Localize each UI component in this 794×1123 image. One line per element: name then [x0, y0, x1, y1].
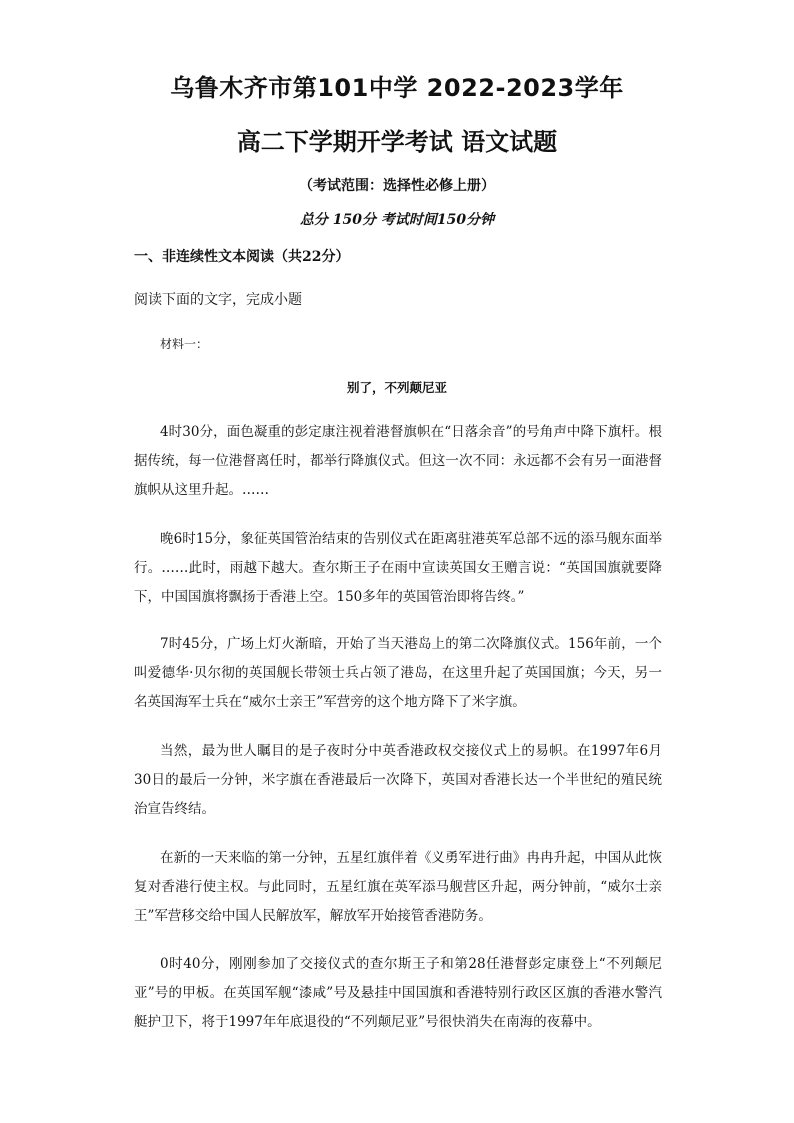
- material-label: 材料一：: [160, 337, 209, 351]
- section-heading: 一、非连续性文本阅读（共22分）: [134, 249, 350, 265]
- article-paragraph-3: 7时45分，广场上灯火渐暗，开始了当天港岛上的第二次降旗仪式。156年前，一个叫爱德华·贝尔彻的英国舰长带领士兵占领了港岛，在这里升起了英国国旗；今天，另一名英国海军士兵在“威尔士亲王”军营旁的这个地方降下了米字旗。: [134, 636, 662, 710]
- exam-scope: （考试范围：选择性必修上册）: [299, 178, 495, 194]
- article-paragraph-5: 在新的一天来临的第一分钟，五星红旗伴着《义勇军进行曲》冉冉升起，中国从此恢复对香港行使主权。与此同时，五星红旗在英军添马舰营区升起，两分钟前，“威尔士亲王”军营移交给中国人民解放军，解放军开始接管香港防务。: [134, 850, 662, 924]
- article-paragraph-6: 0时40分，刚刚参加了交接仪式的查尔斯王子和第28任港督彭定康登上“不列颠尼亚”号的甲板。在英国军舰“漆咸”号及悬挂中国国旗和香港特别行政区区旗的香港水警汽艇护卫下，将于1997年年底退役的“不列颠尼亚”号很快消失在南海的夜幕中。: [134, 956, 662, 1030]
- article-title: 别了，不列颠尼亚: [346, 380, 447, 395]
- reading-instruction: 阅读下面的文字，完成小题: [134, 292, 302, 308]
- exam-title-line1: 乌鲁木齐市第101中学 2022-2023学年: [170, 74, 624, 102]
- article-paragraph-2: 晚6时15分，象征英国管治结束的告别仪式在距离驻港英军总部不远的添马舰东面举行。……此时，雨越下越大。查尔斯王子在雨中宣读英国女王赠言说：“英国国旗就要降下，中国国旗将飘扬于香港上空。150多年的英国管治即将告终。”: [134, 531, 662, 605]
- article-paragraph-4: 当然，最为世人瞩目的是子夜时分中英香港政权交接仪式上的易帜。在1997年6月30日的最后一分钟，米字旗在香港最后一次降下，英国对香港长达一个半世纪的殖民统治宣告终结。: [134, 743, 662, 817]
- exam-title-line2: 高二下学期开学考试 语文试题: [236, 128, 558, 156]
- article-paragraph-1: 4时30分，面色凝重的彭定康注视着港督旗帜在“日落余音”的号角声中降下旗杆。根据传统，每一位港督离任时，都举行降旗仪式。但这一次不同：永远都不会有另一面港督旗帜从这里升起。……: [134, 424, 662, 498]
- exam-totals: 总分 150分 考试时间150分钟: [299, 212, 495, 228]
